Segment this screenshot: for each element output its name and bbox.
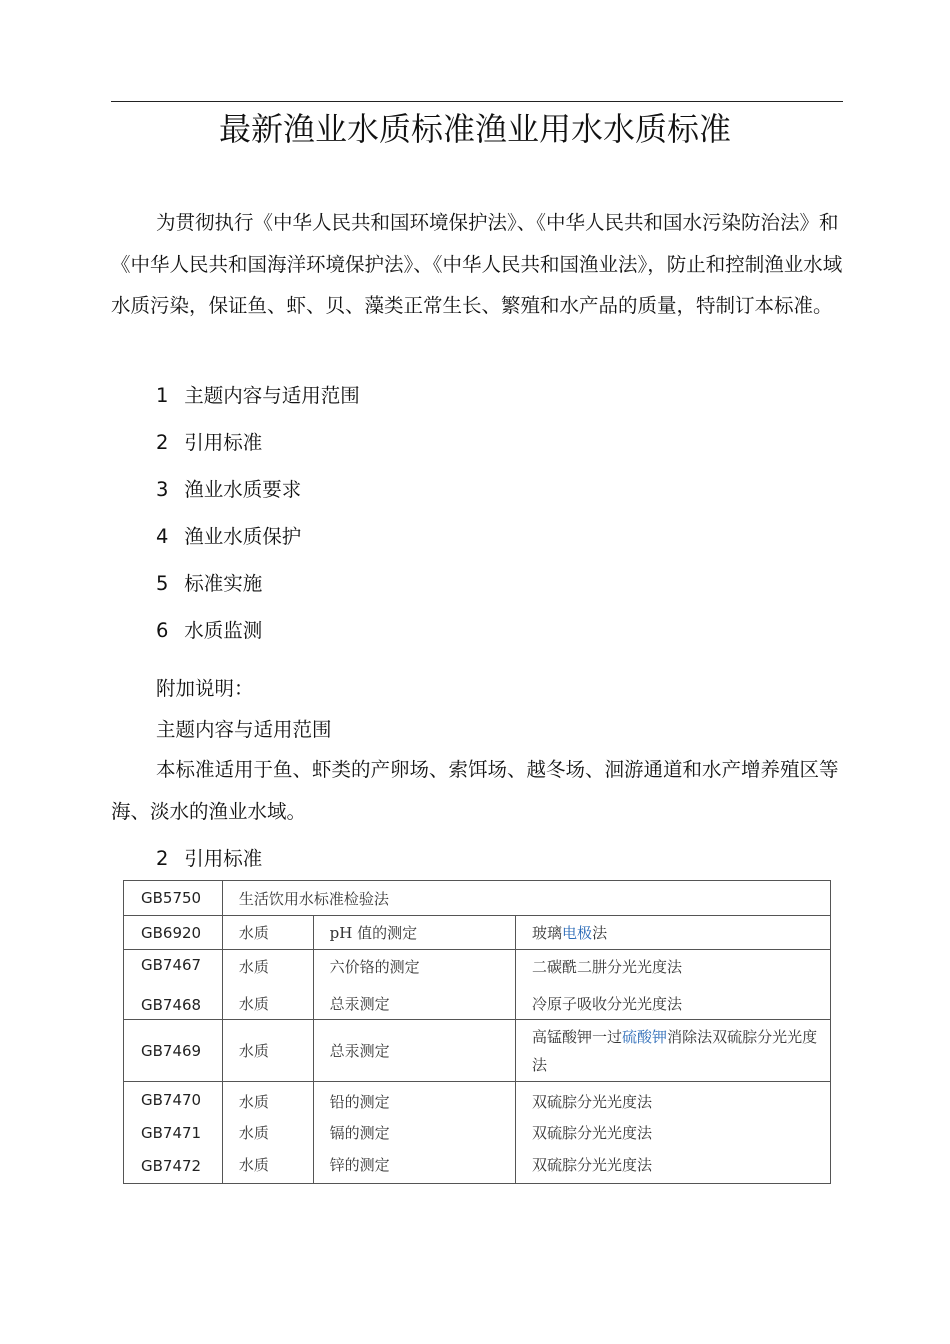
category-cell-group: 水质 水质 水质 bbox=[222, 1082, 313, 1184]
standard-description: 生活饮用水标准检验法 bbox=[222, 881, 830, 916]
intro-text: 为贯彻执行《中华人民共和国环境保护法》、《中华人民共和国水污染防治法》和《中华人民共和国海洋环境保护法》、《中华人民共和国渔业法》，防止和控制渔业水域水质污染，保证鱼、虾、贝、藻类正常生长、繁殖和水产品的质量，特制订本标准。 bbox=[111, 211, 843, 317]
table-row bbox=[124, 1020, 831, 1082]
method-cell-pair: 二碳酰二肼分光光度法 冷原子吸收分光光度法 bbox=[516, 950, 831, 1020]
table-row bbox=[124, 916, 831, 950]
method-cell: 玻璃电极法 bbox=[516, 916, 831, 950]
test-item-cell: pH 值的测定 bbox=[313, 916, 515, 950]
reference-standards-table bbox=[123, 880, 831, 1184]
toc-item-5: 5 标准实施 bbox=[156, 572, 263, 595]
header-rule bbox=[111, 101, 843, 102]
potassium-sulfate-link[interactable]: 硫酸钾 bbox=[622, 1027, 668, 1046]
toc-item-4: 4 渔业水质保护 bbox=[156, 525, 302, 548]
category-cell-pair: 水质 水质 bbox=[222, 950, 313, 1020]
category-cell: 水质 bbox=[222, 916, 313, 950]
toc-item-3: 3 渔业水质要求 bbox=[156, 478, 302, 501]
method-cell-group: 双硫腙分光光度法 双硫腙分光光度法 双硫腙分光光度法 bbox=[516, 1082, 831, 1184]
scope-text: 本标准适用于鱼、虾类的产卵场、索饵场、越冬场、洄游通道和水产增养殖区等海、淡水的渔业水域。 bbox=[111, 758, 839, 823]
standard-code: GB7469 bbox=[124, 1020, 223, 1082]
toc-item-2: 2 引用标准 bbox=[156, 431, 263, 454]
table-row bbox=[124, 950, 831, 1020]
method-cell: 高锰酸钾一过硫酸钾消除法双硫腙分光光度法 bbox=[516, 1020, 831, 1082]
test-item-cell-pair: 六价铬的测定 总汞测定 bbox=[313, 950, 515, 1020]
category-cell: 水质 bbox=[222, 1020, 313, 1082]
electrode-link[interactable]: 电极 bbox=[562, 924, 593, 942]
scope-heading: 主题内容与适用范围 bbox=[156, 718, 332, 741]
standard-code-pair: GB7467 GB7468 bbox=[124, 950, 223, 1020]
scope-paragraph bbox=[111, 749, 843, 832]
toc-item-6: 6 水质监测 bbox=[156, 619, 263, 642]
table-row bbox=[124, 1082, 831, 1184]
test-item-cell: 总汞测定 bbox=[313, 1020, 515, 1082]
test-item-cell-group: 铅的测定 镉的测定 锌的测定 bbox=[313, 1082, 515, 1184]
appendix-label: 附加说明： bbox=[156, 677, 254, 700]
standard-code: GB6920 bbox=[124, 916, 223, 950]
toc-item-1: 1 主题内容与适用范围 bbox=[156, 384, 360, 407]
table-row bbox=[124, 881, 831, 916]
standard-code-group: GB7470 GB7471 GB7472 bbox=[124, 1082, 223, 1184]
intro-paragraph bbox=[111, 202, 843, 327]
document-title: 最新渔业水质标准渔业用水水质标准 bbox=[218, 110, 731, 148]
standard-code: GB5750 bbox=[124, 881, 223, 916]
reference-heading: 2 引用标准 bbox=[156, 847, 263, 870]
